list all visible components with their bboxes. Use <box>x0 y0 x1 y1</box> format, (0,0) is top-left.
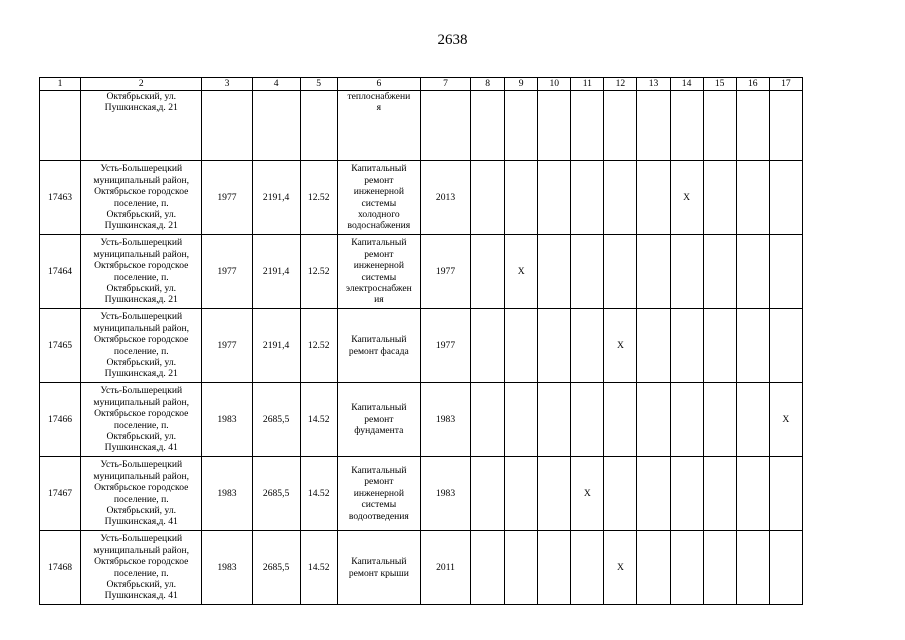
mark-cell <box>736 235 769 309</box>
table-row <box>40 531 803 605</box>
address-line: Октябрьский, ул. <box>106 208 177 220</box>
address-line: Усть-Большерецкий <box>100 533 183 545</box>
plan-year-cell: 1977 <box>420 235 470 309</box>
mark-cell <box>604 383 637 457</box>
work-line: электроснабжен <box>345 282 412 294</box>
area-cell: 2685,5 <box>252 457 300 531</box>
cost-cell: 14.52 <box>300 531 337 605</box>
plan-year-cell: 2013 <box>420 161 470 235</box>
continuation-row <box>40 91 803 161</box>
work-line: Капитальный <box>351 237 407 249</box>
address-line: Октябрьский, ул. <box>106 282 177 294</box>
mark-cell <box>505 383 538 457</box>
work-line: ремонт <box>364 174 394 186</box>
work-type-cell <box>337 309 420 383</box>
build-year-cell: 1977 <box>202 161 252 235</box>
build-year-cell: 1983 <box>202 457 252 531</box>
mark-cell <box>769 235 802 309</box>
mark-cell: X <box>604 531 637 605</box>
record-id-cell: 17466 <box>40 383 81 457</box>
cost-cell: 12.52 <box>300 235 337 309</box>
column-number-cell: 6 <box>337 78 420 91</box>
mark-cell <box>736 161 769 235</box>
work-line: ремонт <box>364 248 394 260</box>
cost-cell: 12.52 <box>300 309 337 383</box>
mark-cell <box>769 309 802 383</box>
work-line: Капитальный <box>351 464 407 476</box>
work-type-cell <box>337 457 420 531</box>
address-line: Усть-Большерецкий <box>100 311 183 323</box>
continuation-address-cell <box>81 91 202 161</box>
mark-cell <box>703 383 736 457</box>
mark-cell <box>471 309 505 383</box>
mark-cell <box>471 383 505 457</box>
record-id-cell: 17465 <box>40 309 81 383</box>
build-year-cell: 1983 <box>202 531 252 605</box>
work-line: водоотведения <box>348 510 409 522</box>
mark-cell <box>670 457 703 531</box>
work-line: ремонт <box>364 476 394 488</box>
address-line: муниципальный район, <box>93 322 190 334</box>
mark-cell <box>637 309 670 383</box>
work-line: теплоснабжени <box>347 91 411 102</box>
mark-cell <box>571 531 604 605</box>
address-line: Пушкинская,д. 21 <box>104 102 178 114</box>
mark-cell <box>736 309 769 383</box>
mark-cell <box>538 309 571 383</box>
work-line: Капитальный <box>351 402 407 414</box>
column-number-cell: 3 <box>202 78 252 91</box>
address-line: Октябрьский, ул. <box>106 91 177 102</box>
plan-year-cell: 1977 <box>420 309 470 383</box>
continuation-work-cell <box>337 91 420 161</box>
cost-cell: 14.52 <box>300 457 337 531</box>
work-line: инженерной <box>353 186 404 198</box>
address-line: поселение, п. <box>113 345 169 357</box>
work-line: инженерной <box>353 260 404 272</box>
mark-cell <box>736 457 769 531</box>
address-line: Пушкинская,д. 41 <box>104 442 178 454</box>
continuation-empty-cell <box>703 91 736 161</box>
mark-cell <box>670 531 703 605</box>
address-line: Пушкинская,д. 21 <box>104 294 178 306</box>
mark-cell <box>538 161 571 235</box>
mark-cell <box>769 161 802 235</box>
mark-cell <box>571 235 604 309</box>
mark-cell <box>471 161 505 235</box>
continuation-empty-cell <box>420 91 470 161</box>
address-line: Октябрьское городское <box>94 408 189 420</box>
mark-cell <box>505 531 538 605</box>
address-cell <box>81 457 202 531</box>
build-year-cell: 1983 <box>202 383 252 457</box>
mark-cell <box>571 309 604 383</box>
work-type-cell <box>337 383 420 457</box>
column-number-cell: 7 <box>420 78 470 91</box>
address-line: Октябрьский, ул. <box>106 430 177 442</box>
mark-cell: X <box>769 383 802 457</box>
mark-cell <box>538 383 571 457</box>
work-line: ия <box>374 294 384 306</box>
work-line: ремонт <box>364 413 394 425</box>
mark-cell <box>703 531 736 605</box>
work-line: системы <box>361 499 397 511</box>
work-line: Капитальный <box>351 334 407 346</box>
build-year-cell: 1977 <box>202 235 252 309</box>
mark-cell: X <box>670 161 703 235</box>
column-number-cell: 2 <box>81 78 202 91</box>
address-line: Пушкинская,д. 41 <box>104 590 178 602</box>
table-row <box>40 383 803 457</box>
address-line: Октябрьское городское <box>94 260 189 272</box>
mark-cell: X <box>604 309 637 383</box>
area-cell: 2191,4 <box>252 309 300 383</box>
work-line: ремонт фасада <box>348 345 409 357</box>
mark-cell <box>703 309 736 383</box>
capital-repair-table <box>39 77 803 605</box>
address-line: Усть-Большерецкий <box>100 459 183 471</box>
work-line: холодного <box>357 208 400 220</box>
column-number-cell: 11 <box>571 78 604 91</box>
column-number-cell: 16 <box>736 78 769 91</box>
mark-cell <box>604 161 637 235</box>
address-line: Октябрьское городское <box>94 482 189 494</box>
build-year-cell: 1977 <box>202 309 252 383</box>
mark-cell <box>769 531 802 605</box>
mark-cell <box>538 235 571 309</box>
area-cell: 2191,4 <box>252 235 300 309</box>
address-line: Пушкинская,д. 21 <box>104 220 178 232</box>
work-type-cell <box>337 531 420 605</box>
mark-cell <box>505 309 538 383</box>
mark-cell <box>505 457 538 531</box>
table-row <box>40 161 803 235</box>
address-line: Усть-Большерецкий <box>100 237 183 249</box>
work-type-cell <box>337 235 420 309</box>
table-row <box>40 309 803 383</box>
continuation-empty-cell <box>637 91 670 161</box>
mark-cell <box>670 235 703 309</box>
cost-cell: 12.52 <box>300 161 337 235</box>
address-line: муниципальный район, <box>93 544 190 556</box>
mark-cell <box>471 235 505 309</box>
continuation-id-cell <box>40 91 81 161</box>
mark-cell <box>571 383 604 457</box>
cost-cell: 14.52 <box>300 383 337 457</box>
mark-cell <box>471 531 505 605</box>
work-line: Капитальный <box>351 163 407 175</box>
mark-cell <box>637 235 670 309</box>
address-line: Октябрьское городское <box>94 186 189 198</box>
continuation-cost-cell <box>300 91 337 161</box>
address-line: муниципальный район, <box>93 174 190 186</box>
mark-cell <box>736 383 769 457</box>
address-cell <box>81 235 202 309</box>
continuation-empty-cell <box>769 91 802 161</box>
work-line: я <box>376 102 382 114</box>
column-number-cell: 14 <box>670 78 703 91</box>
continuation-empty-cell <box>505 91 538 161</box>
address-line: поселение, п. <box>113 271 169 283</box>
address-line: Октябрьское городское <box>94 334 189 346</box>
plan-year-cell: 1983 <box>420 457 470 531</box>
plan-year-cell: 2011 <box>420 531 470 605</box>
work-type-cell <box>337 161 420 235</box>
work-line: инженерной <box>353 487 404 499</box>
table-body <box>40 78 803 605</box>
column-number-cell: 5 <box>300 78 337 91</box>
mark-cell <box>736 531 769 605</box>
column-number-cell: 13 <box>637 78 670 91</box>
continuation-empty-cell <box>571 91 604 161</box>
mark-cell <box>703 161 736 235</box>
mark-cell <box>505 161 538 235</box>
continuation-empty-cell <box>670 91 703 161</box>
work-line: Капитальный <box>351 556 407 568</box>
address-cell <box>81 161 202 235</box>
work-line: системы <box>361 271 397 283</box>
address-line: поселение, п. <box>113 419 169 431</box>
page-number: 2638 <box>437 32 468 48</box>
work-line: ремонт крыши <box>348 567 409 579</box>
address-line: муниципальный район, <box>93 470 190 482</box>
address-line: поселение, п. <box>113 567 169 579</box>
mark-cell <box>637 457 670 531</box>
mark-cell <box>604 235 637 309</box>
column-number-cell: 1 <box>40 78 81 91</box>
work-line: фундамента <box>354 425 404 437</box>
continuation-empty-cell <box>471 91 505 161</box>
continuation-empty-cell <box>736 91 769 161</box>
mark-cell <box>571 161 604 235</box>
mark-cell: X <box>505 235 538 309</box>
address-line: Усть-Большерецкий <box>100 385 183 397</box>
area-cell: 2685,5 <box>252 531 300 605</box>
address-cell <box>81 309 202 383</box>
mark-cell <box>604 457 637 531</box>
column-number-row <box>40 78 803 91</box>
mark-cell <box>670 383 703 457</box>
work-line: системы <box>361 197 397 209</box>
address-line: Пушкинская,д. 41 <box>104 516 178 528</box>
record-id-cell: 17468 <box>40 531 81 605</box>
mark-cell <box>703 457 736 531</box>
continuation-empty-cell <box>604 91 637 161</box>
mark-cell <box>637 531 670 605</box>
column-number-cell: 17 <box>769 78 802 91</box>
column-number-cell: 9 <box>505 78 538 91</box>
column-number-cell: 8 <box>471 78 505 91</box>
address-line: муниципальный район, <box>93 248 190 260</box>
address-cell <box>81 531 202 605</box>
mark-cell <box>703 235 736 309</box>
address-line: Октябрьский, ул. <box>106 504 177 516</box>
continuation-year-cell <box>202 91 252 161</box>
mark-cell <box>769 457 802 531</box>
table-row <box>40 457 803 531</box>
address-line: Октябрьский, ул. <box>106 356 177 368</box>
address-line: Усть-Большерецкий <box>100 163 183 175</box>
mark-cell <box>637 161 670 235</box>
address-line: поселение, п. <box>113 197 169 209</box>
mark-cell: X <box>571 457 604 531</box>
area-cell: 2685,5 <box>252 383 300 457</box>
continuation-empty-cell <box>538 91 571 161</box>
address-line: Пушкинская,д. 21 <box>104 368 178 380</box>
address-cell <box>81 383 202 457</box>
address-line: Октябрьское городское <box>94 556 189 568</box>
mark-cell <box>637 383 670 457</box>
column-number-cell: 10 <box>538 78 571 91</box>
plan-year-cell: 1983 <box>420 383 470 457</box>
record-id-cell: 17467 <box>40 457 81 531</box>
address-line: Октябрьский, ул. <box>106 578 177 590</box>
work-line: водоснабжения <box>347 220 411 232</box>
mark-cell <box>538 457 571 531</box>
continuation-area-cell <box>252 91 300 161</box>
mark-cell <box>471 457 505 531</box>
mark-cell <box>538 531 571 605</box>
address-line: муниципальный район, <box>93 396 190 408</box>
address-line: поселение, п. <box>113 493 169 505</box>
column-number-cell: 15 <box>703 78 736 91</box>
record-id-cell: 17464 <box>40 235 81 309</box>
record-id-cell: 17463 <box>40 161 81 235</box>
area-cell: 2191,4 <box>252 161 300 235</box>
column-number-cell: 4 <box>252 78 300 91</box>
mark-cell <box>670 309 703 383</box>
table-row <box>40 235 803 309</box>
column-number-cell: 12 <box>604 78 637 91</box>
